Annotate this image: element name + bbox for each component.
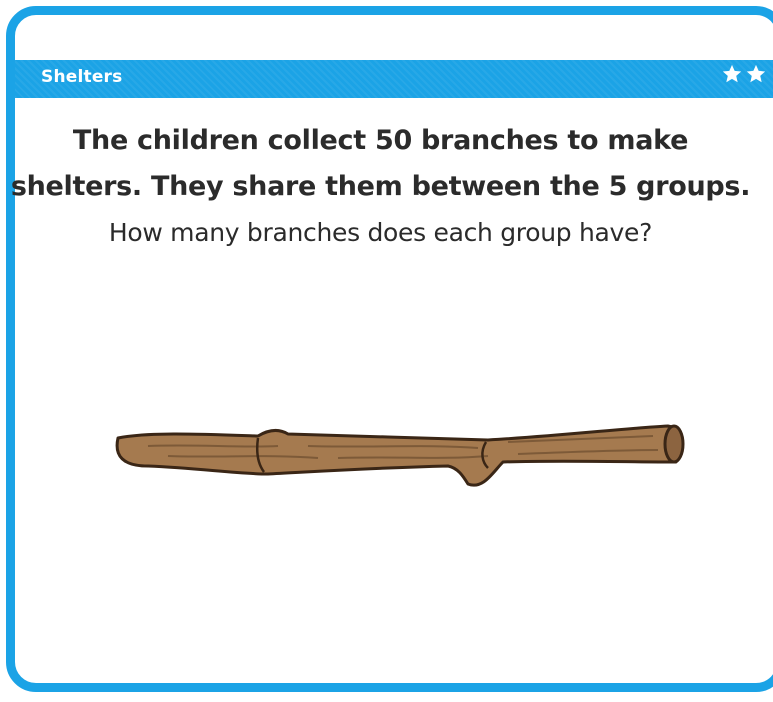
- star-icon: [721, 63, 743, 85]
- question-prompt: How many branches does each group have?: [108, 218, 653, 247]
- branch-illustration: [108, 412, 688, 496]
- question-line-2: shelters. They share them between the 5 groups.: [10, 171, 751, 202]
- header-bar: [15, 60, 773, 98]
- star-icon: [745, 63, 767, 85]
- question-text: [0, 118, 761, 256]
- card-title: Shelters: [41, 67, 123, 87]
- question-line-1: The children collect 50 branches to make: [72, 125, 689, 156]
- question-card: [6, 6, 773, 692]
- difficulty-rating: [721, 63, 767, 85]
